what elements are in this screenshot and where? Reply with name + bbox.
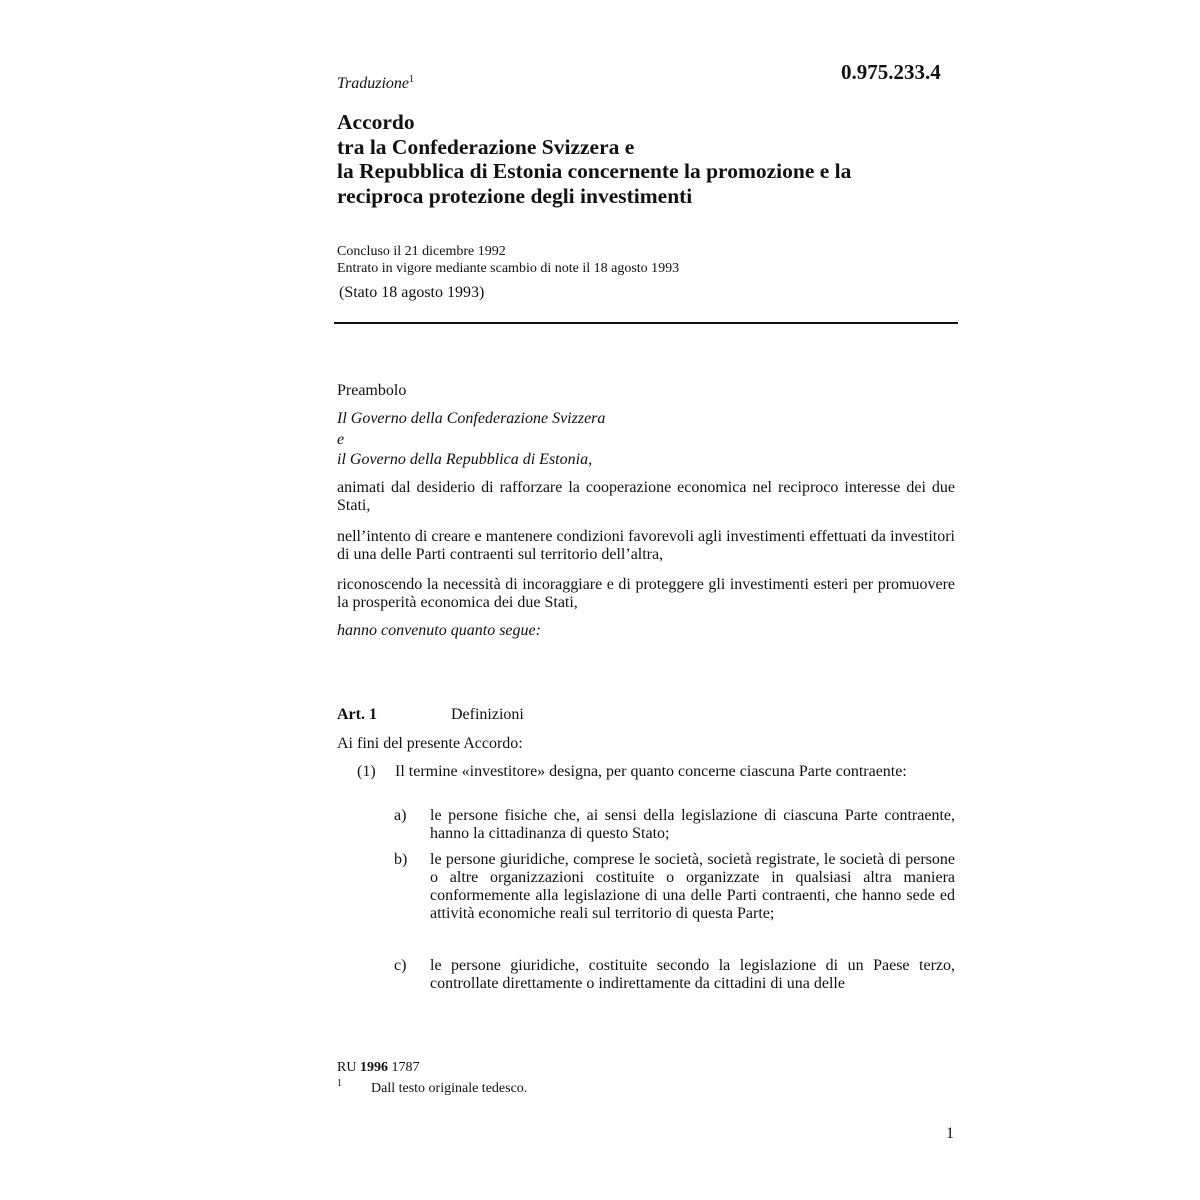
- title-line: la Repubblica di Estonia concernente la promozione e la: [337, 159, 852, 183]
- footnote-ref[interactable]: 1: [409, 74, 415, 85]
- concluded-date: Concluso il 21 dicembre 1992: [337, 244, 506, 259]
- preamble-paragraph: nell’intento di creare e mantenere condizioni favorevoli agli investimenti effettuati da investitori di una delle Parti contraenti sul territorio dell’altra,: [337, 528, 955, 563]
- article-intro: Ai fini del presente Accordo:: [337, 735, 523, 752]
- document-dates: [337, 243, 679, 277]
- footnote-text: Dall testo originale tedesco.: [371, 1081, 528, 1096]
- preamble-conjunction: e: [337, 431, 345, 448]
- ru-year: 1996: [359, 1060, 388, 1075]
- sub-item-text: le persone giuridiche, comprese le società, società registrate, le società di persone o altre organizzazioni costituite o organizzate in qualsiasi altra maniera conformemente alla legislazione di una delle Parti contraenti, che hanno sede ed attività economiche reali sul territorio di questa Parte;: [430, 851, 955, 922]
- ru-reference: [337, 1060, 419, 1076]
- title-line: reciproca protezione degli investimenti: [337, 183, 693, 208]
- header-divider: [334, 322, 958, 324]
- sub-item-text: le persone fisiche che, ai sensi della legislazione di ciascuna Parte contraente, hanno la cittadinanza di questo Stato;: [430, 807, 955, 842]
- translation-label-text: Traduzione: [337, 75, 410, 92]
- ru-prefix: RU: [337, 1060, 357, 1075]
- preamble-party-1: Il Governo della Confederazione Svizzera: [337, 410, 606, 427]
- document-title: [337, 110, 851, 208]
- article-number: Art. 1: [337, 706, 377, 723]
- status-date: (Stato 18 agosto 1993): [339, 284, 485, 301]
- title-line: Accordo: [337, 110, 415, 134]
- sub-item-text: le persone giuridiche, costituite secondo la legislazione di un Paese terzo, controllate direttamente o indirettamente da cittadini di una delle: [430, 957, 955, 992]
- sub-item-letter: c): [394, 957, 407, 974]
- sub-item-letter: b): [394, 851, 408, 868]
- article-title: Definizioni: [451, 706, 524, 723]
- ru-page: 1787: [391, 1060, 420, 1075]
- document-number: 0.975.233.4: [841, 60, 941, 84]
- preamble-paragraph: animati dal desiderio di rafforzare la cooperazione economica nel reciproco interesse dei due Stati,: [337, 479, 955, 514]
- sub-item-letter: a): [394, 807, 407, 824]
- list-item: Il termine «investitore» designa, per quanto concerne ciascuna Parte contraente:: [395, 763, 907, 780]
- preamble-closing: hanno convenuto quanto segue:: [337, 622, 541, 639]
- title-line: tra la Confederazione Svizzera e: [337, 134, 635, 159]
- footnote-number: 1: [337, 1078, 342, 1089]
- translation-label: [337, 74, 414, 93]
- preamble-party-2: il Governo della Repubblica di Estonia,: [337, 451, 593, 468]
- in-force-date: Entrato in vigore mediante scambio di note il 18 agosto 1993: [337, 261, 680, 276]
- page-number: 1: [946, 1125, 954, 1142]
- preamble-paragraph: riconoscendo la necessità di incoraggiare e di proteggere gli investimenti esteri per promuovere la prosperità economica dei due Stati,: [337, 576, 955, 611]
- list-number: (1): [357, 763, 376, 780]
- preamble-heading: Preambolo: [337, 382, 407, 399]
